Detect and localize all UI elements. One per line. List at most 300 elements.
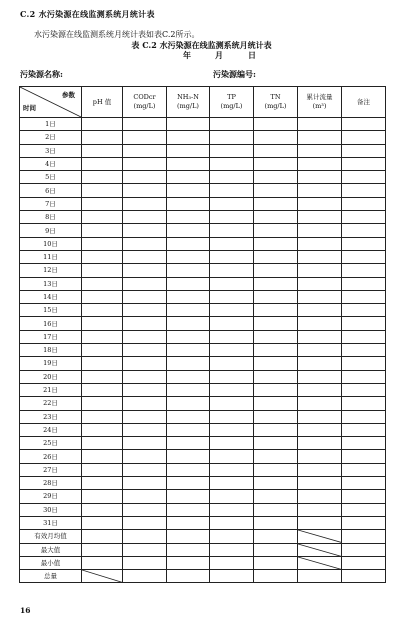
day-label: 10日 [20, 237, 82, 250]
data-cell [298, 211, 342, 224]
data-cell [342, 570, 386, 583]
data-cell [298, 344, 342, 357]
table-row [20, 184, 386, 197]
data-cell [342, 157, 386, 170]
column-header-name: TP [227, 93, 236, 101]
data-cell [210, 224, 254, 237]
data-cell [298, 530, 342, 543]
data-cell [298, 131, 342, 144]
data-cell [298, 437, 342, 450]
table-row [20, 450, 386, 463]
page-number: 16 [20, 606, 31, 615]
data-cell [167, 516, 210, 529]
data-cell [342, 437, 386, 450]
data-cell [298, 118, 342, 131]
day-label: 30日 [20, 503, 82, 516]
data-cell [210, 490, 254, 503]
monthly-stat-table [19, 86, 386, 583]
column-header-name: NH₃-N [177, 93, 199, 101]
day-label: 20日 [20, 370, 82, 383]
data-cell [342, 410, 386, 423]
data-cell [342, 304, 386, 317]
data-cell [298, 157, 342, 170]
day-label: 15日 [20, 304, 82, 317]
data-cell [210, 543, 254, 556]
data-cell [342, 131, 386, 144]
table-row [20, 118, 386, 131]
data-cell [123, 344, 167, 357]
data-cell [167, 450, 210, 463]
data-cell [298, 224, 342, 237]
data-cell [342, 543, 386, 556]
data-cell [82, 410, 123, 423]
day-label: 2日 [20, 131, 82, 144]
data-cell [254, 437, 298, 450]
data-cell [342, 463, 386, 476]
day-label: 16日 [20, 317, 82, 330]
data-cell [123, 516, 167, 529]
data-cell [123, 570, 167, 583]
data-cell [123, 330, 167, 343]
summary-label: 总量 [20, 570, 82, 583]
column-header [342, 87, 386, 118]
data-cell [210, 157, 254, 170]
data-cell [82, 556, 123, 569]
data-cell [342, 171, 386, 184]
data-cell [298, 197, 342, 210]
data-cell [210, 304, 254, 317]
data-cell [167, 530, 210, 543]
column-header [298, 87, 342, 118]
summary-label: 最小值 [20, 556, 82, 569]
data-cell [342, 357, 386, 370]
data-cell [342, 211, 386, 224]
data-cell [298, 171, 342, 184]
data-cell [123, 197, 167, 210]
table-row [20, 330, 386, 343]
intro-text: 水污染源在线监测系统月统计表如表C.2所示。 [34, 30, 200, 39]
data-cell [298, 144, 342, 157]
data-cell [167, 463, 210, 476]
data-cell [167, 118, 210, 131]
data-cell [82, 330, 123, 343]
day-label: 7日 [20, 197, 82, 210]
data-cell [254, 264, 298, 277]
column-header [123, 87, 167, 118]
table-row [20, 157, 386, 170]
data-cell [167, 330, 210, 343]
day-label: 17日 [20, 330, 82, 343]
data-cell [254, 516, 298, 529]
data-cell [298, 463, 342, 476]
data-cell [167, 211, 210, 224]
data-cell [82, 397, 123, 410]
data-cell [254, 543, 298, 556]
data-cell [167, 144, 210, 157]
data-cell [210, 144, 254, 157]
data-cell [210, 357, 254, 370]
data-cell [298, 556, 342, 569]
data-cell [210, 410, 254, 423]
day-label: 5日 [20, 171, 82, 184]
summary-row [20, 543, 386, 556]
data-cell [298, 570, 342, 583]
data-cell [210, 344, 254, 357]
data-cell [254, 144, 298, 157]
column-header-unit: (mg/L) [133, 102, 156, 110]
date-year-label: 年 [183, 50, 191, 60]
data-cell [342, 237, 386, 250]
data-cell [298, 304, 342, 317]
column-header-unit: (mg/L) [177, 102, 199, 110]
data-cell [298, 397, 342, 410]
data-cell [167, 490, 210, 503]
data-cell [82, 118, 123, 131]
data-cell [167, 410, 210, 423]
date-day-label: 日 [248, 50, 256, 60]
data-cell [82, 250, 123, 263]
data-cell [167, 503, 210, 516]
column-header-unit: (mg/L) [264, 102, 287, 110]
data-cell [210, 570, 254, 583]
data-cell [167, 437, 210, 450]
data-cell [298, 503, 342, 516]
table-row [20, 171, 386, 184]
corner-header-cell [20, 87, 82, 118]
data-cell [82, 144, 123, 157]
data-cell [123, 237, 167, 250]
data-cell [298, 410, 342, 423]
table-row [20, 437, 386, 450]
table-row [20, 317, 386, 330]
data-cell [298, 516, 342, 529]
data-cell [298, 237, 342, 250]
data-cell [342, 118, 386, 131]
data-cell [123, 423, 167, 436]
data-cell [254, 250, 298, 263]
data-cell [254, 530, 298, 543]
data-cell [210, 317, 254, 330]
table-row [20, 397, 386, 410]
data-cell [210, 530, 254, 543]
day-label: 18日 [20, 344, 82, 357]
column-header [210, 87, 254, 118]
data-cell [254, 423, 298, 436]
data-cell [82, 171, 123, 184]
day-label: 25日 [20, 437, 82, 450]
column-header-name: 累计流量 [306, 93, 333, 101]
data-cell [82, 530, 123, 543]
data-cell [210, 290, 254, 303]
data-cell [342, 556, 386, 569]
data-cell [342, 423, 386, 436]
data-cell [82, 423, 123, 436]
day-label: 26日 [20, 450, 82, 463]
data-cell [298, 250, 342, 263]
table-row [20, 516, 386, 529]
table-row [20, 423, 386, 436]
data-cell [167, 237, 210, 250]
data-cell [298, 357, 342, 370]
data-cell [254, 184, 298, 197]
data-cell [123, 118, 167, 131]
table-caption: 表 C.2 水污染源在线监测系统月统计表 [131, 40, 272, 50]
day-label: 28日 [20, 477, 82, 490]
data-cell [82, 370, 123, 383]
table-row [20, 410, 386, 423]
data-cell [210, 503, 254, 516]
data-cell [82, 383, 123, 396]
data-cell [342, 197, 386, 210]
data-cell [254, 477, 298, 490]
day-label: 6日 [20, 184, 82, 197]
data-cell [167, 304, 210, 317]
data-cell [254, 397, 298, 410]
data-cell [82, 543, 123, 556]
data-cell [342, 224, 386, 237]
column-header [167, 87, 210, 118]
data-cell [254, 290, 298, 303]
column-header-name: pH 值 [92, 97, 112, 106]
data-cell [123, 556, 167, 569]
data-cell [254, 118, 298, 131]
table-row [20, 131, 386, 144]
data-cell [167, 317, 210, 330]
table-row [20, 237, 386, 250]
diagonal-line [298, 557, 341, 569]
data-cell [298, 383, 342, 396]
summary-label: 有效月均值 [20, 530, 82, 543]
table-row [20, 463, 386, 476]
data-cell [254, 344, 298, 357]
column-header-unit: (mg/L) [220, 102, 243, 110]
data-cell [167, 397, 210, 410]
table-row [20, 250, 386, 263]
summary-row [20, 530, 386, 543]
data-cell [82, 463, 123, 476]
data-cell [342, 370, 386, 383]
data-cell [210, 556, 254, 569]
data-cell [123, 250, 167, 263]
data-cell [342, 184, 386, 197]
data-cell [298, 477, 342, 490]
data-cell [123, 131, 167, 144]
summary-row [20, 556, 386, 569]
data-cell [342, 490, 386, 503]
data-cell [123, 317, 167, 330]
data-cell [210, 397, 254, 410]
data-cell [342, 383, 386, 396]
data-cell [298, 290, 342, 303]
data-cell [210, 211, 254, 224]
data-cell [123, 277, 167, 290]
day-label: 29日 [20, 490, 82, 503]
data-cell [82, 490, 123, 503]
data-cell [342, 397, 386, 410]
data-cell [210, 277, 254, 290]
data-cell [82, 264, 123, 277]
data-cell [342, 450, 386, 463]
data-cell [254, 304, 298, 317]
data-cell [123, 450, 167, 463]
data-cell [167, 556, 210, 569]
data-cell [167, 477, 210, 490]
data-cell [167, 423, 210, 436]
table-row [20, 357, 386, 370]
day-label: 8日 [20, 211, 82, 224]
data-cell [342, 264, 386, 277]
data-cell [254, 197, 298, 210]
day-label: 23日 [20, 410, 82, 423]
source-name-label: 污染源名称: [20, 69, 63, 79]
data-cell [82, 317, 123, 330]
data-cell [210, 264, 254, 277]
data-cell [342, 144, 386, 157]
data-cell [210, 118, 254, 131]
date-month-label: 月 [215, 50, 223, 60]
data-cell [210, 516, 254, 529]
data-cell [82, 157, 123, 170]
data-cell [342, 317, 386, 330]
data-cell [82, 450, 123, 463]
column-header-name: TN [270, 93, 281, 101]
data-cell [254, 370, 298, 383]
data-cell [167, 131, 210, 144]
column-header [254, 87, 298, 118]
data-cell [167, 250, 210, 263]
corner-bottom-label: 时间 [23, 104, 36, 112]
data-cell [342, 477, 386, 490]
day-label: 3日 [20, 144, 82, 157]
day-label: 13日 [20, 277, 82, 290]
data-cell [254, 317, 298, 330]
data-cell [254, 463, 298, 476]
data-cell [82, 237, 123, 250]
data-cell [123, 357, 167, 370]
day-label: 21日 [20, 383, 82, 396]
data-cell [210, 250, 254, 263]
day-label: 27日 [20, 463, 82, 476]
data-cell [210, 383, 254, 396]
day-label: 4日 [20, 157, 82, 170]
day-label: 14日 [20, 290, 82, 303]
data-cell [254, 503, 298, 516]
data-cell [123, 264, 167, 277]
data-cell [254, 211, 298, 224]
source-code-label: 污染源编号: [213, 69, 256, 79]
data-cell [123, 543, 167, 556]
diagonal-line [298, 544, 341, 556]
table-row [20, 477, 386, 490]
data-cell [342, 530, 386, 543]
column-header-unit: (m³) [312, 102, 327, 110]
data-cell [82, 344, 123, 357]
summary-label: 最大值 [20, 543, 82, 556]
section-title: C.2 水污染源在线监测系统月统计表 [20, 9, 155, 19]
data-cell [82, 437, 123, 450]
data-cell [167, 357, 210, 370]
data-cell [167, 370, 210, 383]
table-row [20, 503, 386, 516]
data-cell [82, 503, 123, 516]
table-row [20, 490, 386, 503]
data-cell [167, 290, 210, 303]
table-row [20, 224, 386, 237]
data-cell [82, 516, 123, 529]
data-cell [82, 211, 123, 224]
data-cell [123, 437, 167, 450]
data-cell [298, 370, 342, 383]
summary-row [20, 570, 386, 583]
corner-top-label: 参数 [62, 91, 75, 99]
data-cell [167, 157, 210, 170]
day-label: 31日 [20, 516, 82, 529]
day-label: 24日 [20, 423, 82, 436]
data-cell [342, 250, 386, 263]
data-cell [342, 290, 386, 303]
data-cell [254, 131, 298, 144]
data-cell [210, 437, 254, 450]
table-row [20, 370, 386, 383]
data-cell [82, 357, 123, 370]
data-cell [298, 277, 342, 290]
data-cell [254, 570, 298, 583]
day-label: 11日 [20, 250, 82, 263]
data-cell [298, 543, 342, 556]
data-cell [298, 450, 342, 463]
data-cell [123, 490, 167, 503]
table-row [20, 197, 386, 210]
table-row [20, 290, 386, 303]
data-cell [123, 370, 167, 383]
data-cell [82, 224, 123, 237]
data-cell [254, 490, 298, 503]
data-cell [298, 317, 342, 330]
day-label: 12日 [20, 264, 82, 277]
table-row [20, 211, 386, 224]
data-cell [82, 197, 123, 210]
data-cell [298, 423, 342, 436]
data-cell [167, 171, 210, 184]
data-cell [298, 330, 342, 343]
data-cell [167, 383, 210, 396]
data-cell [167, 344, 210, 357]
data-cell [123, 397, 167, 410]
data-cell [123, 304, 167, 317]
data-cell [342, 516, 386, 529]
data-cell [167, 224, 210, 237]
data-cell [342, 344, 386, 357]
column-header [82, 87, 123, 118]
column-header-name: CODcr [133, 93, 156, 101]
data-cell [167, 543, 210, 556]
data-cell [123, 224, 167, 237]
data-cell [82, 570, 123, 583]
data-cell [210, 197, 254, 210]
data-cell [167, 264, 210, 277]
day-label: 1日 [20, 118, 82, 131]
data-cell [123, 144, 167, 157]
data-cell [210, 370, 254, 383]
diagonal-line [82, 570, 122, 582]
data-cell [254, 556, 298, 569]
data-cell [254, 330, 298, 343]
column-header-name: 备注 [357, 97, 370, 106]
data-cell [82, 277, 123, 290]
data-cell [123, 157, 167, 170]
table-row [20, 383, 386, 396]
data-cell [254, 410, 298, 423]
